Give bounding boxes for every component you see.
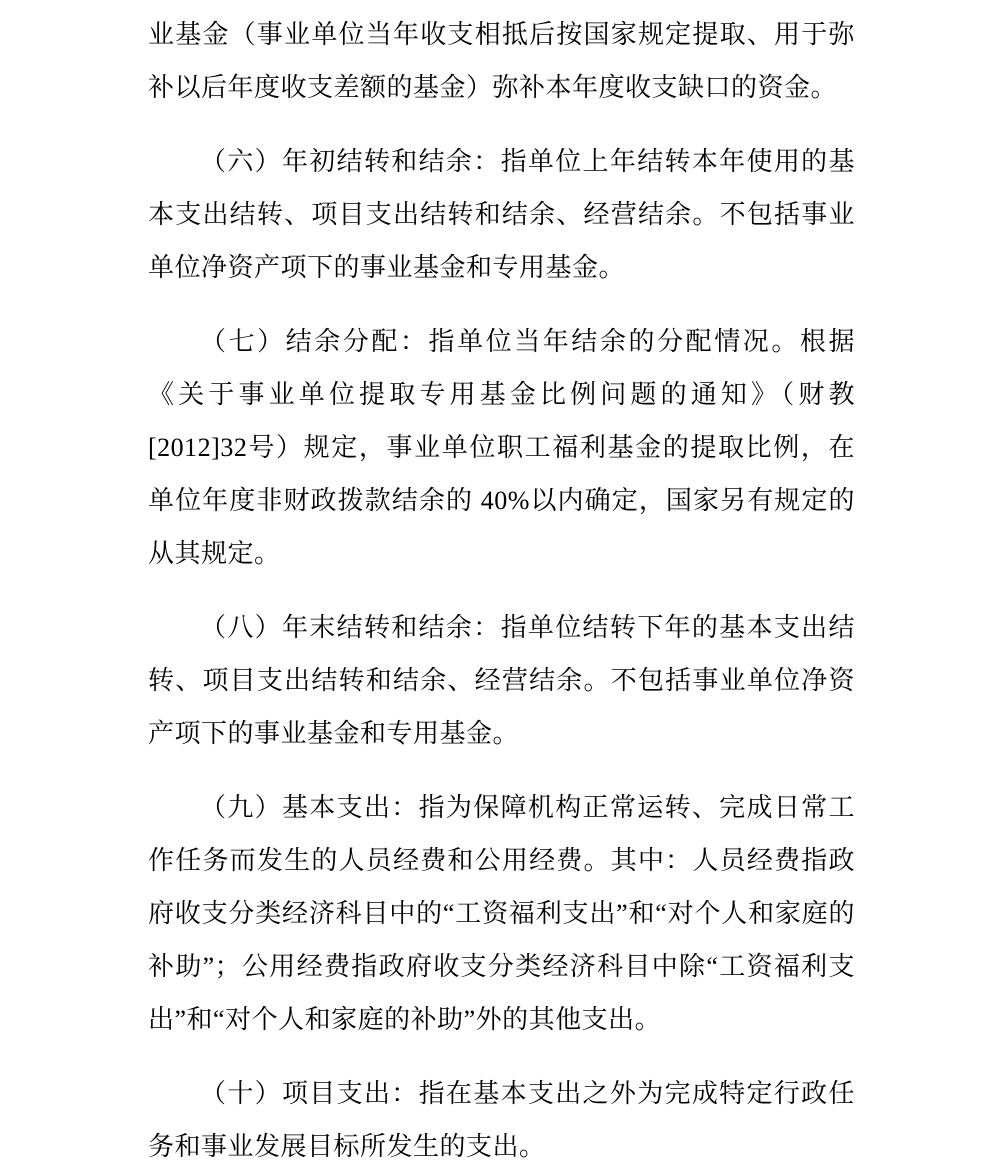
paragraph-item-10: （十）项目支出：指在基本支出之外为完成特定行政任务和事业发展目标所发生的支出。: [148, 1079, 855, 1161]
paragraph-item-6: （六）年初结转和结余：指单位上年结转本年使用的基本支出结转、项目支出结转和结余、经营结余。不包括事业单位净资产项下的事业基金和专用基金。: [148, 147, 855, 282]
paragraph-item-8: （八）年末结转和结余：指单位结转下年的基本支出结转、项目支出结转和结余、经营结余。不包括事业单位净资产项下的事业基金和专用基金。: [148, 613, 855, 748]
paragraph-continuation: 业基金（事业单位当年收支相抵后按国家规定提取、用于弥补以后年度收支差额的基金）弥补本年度收支缺口的资金。: [148, 20, 855, 102]
paragraph-item-7: （七）结余分配：指单位当年结余的分配情况。根据《关于事业单位提取专用基金比例问题的通知》（财教[2012]32号）规定，事业单位职工福利基金的提取比例，在单位年度非财政拨款结余的 40%以内确定，国家另有规定的从其规定。: [148, 327, 855, 568]
paragraph-item-9: （九）基本支出：指为保障机构正常运转、完成日常工作任务而发生的人员经费和公用经费。其中：人员经费指政府收支分类经济科目中的“工资福利支出”和“对个人和家庭的补助”；公用经费指政府收支分类经济科目中除“工资福利支出”和“对个人和家庭的补助”外的其他支出。: [148, 793, 855, 1034]
document-body: [148, 8, 855, 1173]
